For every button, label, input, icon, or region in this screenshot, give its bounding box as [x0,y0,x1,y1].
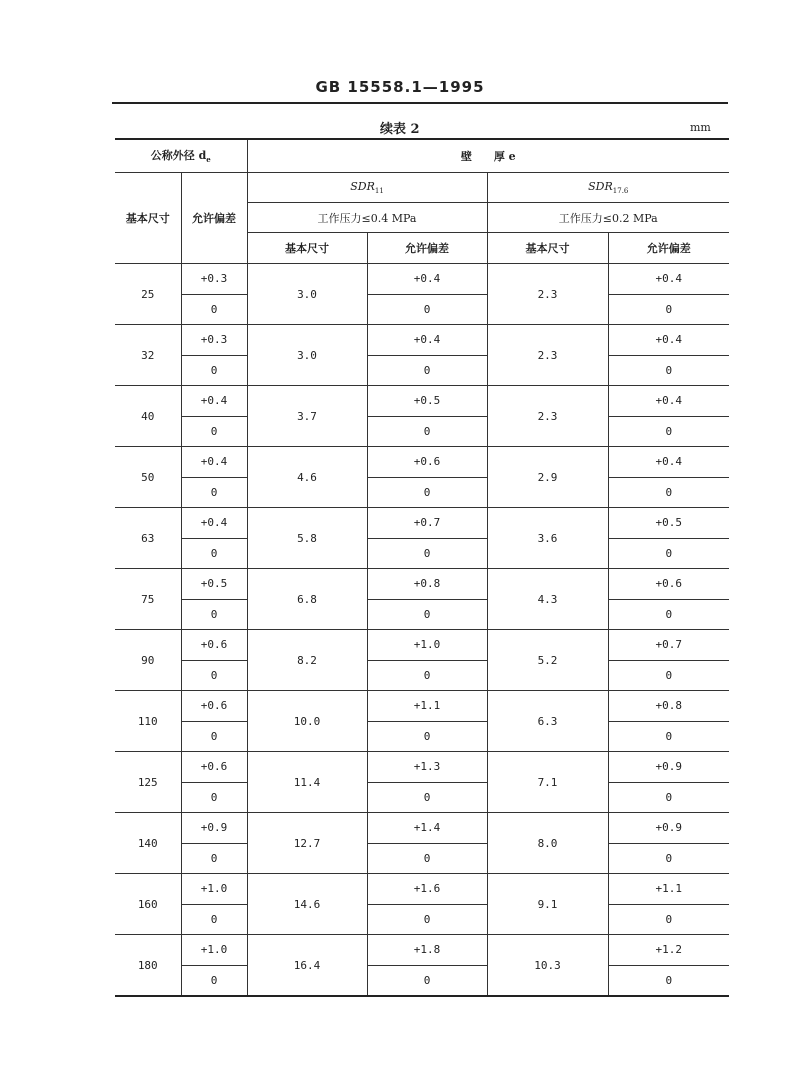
header-nominal-od-text: 公称外径 d [150,149,207,163]
header-sdr11 [247,173,487,203]
table-caption: 续表 2 [380,122,420,137]
cell-e1-tol-plus: +0.5 [367,386,487,417]
cell-od-tol-minus: 0 [181,843,247,874]
cell-e2-basic: 5.2 [487,630,608,691]
cell-od-tol-plus: +0.4 [181,386,247,417]
cell-e2-basic: 7.1 [487,752,608,813]
header-sdr11-sub: 11 [374,187,384,196]
header-row-1 [115,139,729,173]
dimension-table [115,138,729,997]
cell-nominal-od: 25 [115,264,181,325]
cell-e1-tol-plus: +0.8 [367,569,487,600]
cell-e2-basic: 6.3 [487,691,608,752]
table-row [115,508,729,539]
cell-e2-tol-plus: +0.8 [608,691,729,722]
table-row [115,569,729,600]
cell-e1-tol-minus: 0 [367,660,487,691]
cell-e1-tol-plus: +1.1 [367,691,487,722]
table-row [115,264,729,295]
cell-e2-tol-minus: 0 [608,599,729,630]
cell-e1-tol-minus: 0 [367,538,487,569]
cell-od-tol-minus: 0 [181,904,247,935]
cell-e2-tol-minus: 0 [608,294,729,325]
cell-e1-tol-plus: +0.4 [367,264,487,295]
cell-od-tol-minus: 0 [181,782,247,813]
header-tolerance-e2: 允许偏差 [608,233,729,264]
cell-e1-tol-minus: 0 [367,294,487,325]
table-row [115,325,729,356]
cell-e1-basic: 3.0 [247,325,367,386]
cell-nominal-od: 160 [115,874,181,935]
cell-od-tol-minus: 0 [181,599,247,630]
cell-e1-tol-plus: +0.6 [367,447,487,478]
header-wall-thickness: 壁 厚 e [247,139,729,173]
cell-e1-tol-minus: 0 [367,416,487,447]
cell-e2-tol-minus: 0 [608,660,729,691]
cell-od-tol-plus: +0.6 [181,691,247,722]
header-basic-size-e1: 基本尺寸 [247,233,367,264]
cell-od-tol-plus: +0.3 [181,264,247,295]
cell-od-tol-minus: 0 [181,965,247,996]
table-row [115,965,729,996]
table-row [115,386,729,417]
table-row [115,721,729,752]
cell-od-tol-plus: +0.4 [181,447,247,478]
cell-nominal-od: 110 [115,691,181,752]
header-row-2 [115,173,729,203]
cell-od-tol-minus: 0 [181,477,247,508]
table-row [115,752,729,783]
cell-e2-tol-minus: 0 [608,538,729,569]
cell-od-tol-minus: 0 [181,416,247,447]
cell-e2-tol-plus: +0.4 [608,386,729,417]
cell-e1-basic: 6.8 [247,569,367,630]
cell-e2-tol-minus: 0 [608,843,729,874]
cell-e2-tol-minus: 0 [608,965,729,996]
table-row [115,416,729,447]
cell-od-tol-plus: +0.4 [181,508,247,539]
cell-od-tol-minus: 0 [181,721,247,752]
cell-e2-basic: 8.0 [487,813,608,874]
cell-nominal-od: 50 [115,447,181,508]
table-row [115,782,729,813]
cell-e2-tol-minus: 0 [608,416,729,447]
table-row [115,630,729,661]
cell-e2-tol-plus: +0.9 [608,752,729,783]
header-sdr11-text: SDR [350,179,375,193]
cell-e1-basic: 3.7 [247,386,367,447]
cell-nominal-od: 90 [115,630,181,691]
table-row [115,355,729,386]
cell-e2-tol-plus: +1.2 [608,935,729,966]
cell-e2-tol-minus: 0 [608,782,729,813]
table-row [115,813,729,844]
cell-e2-basic: 9.1 [487,874,608,935]
cell-e1-basic: 11.4 [247,752,367,813]
table-row [115,874,729,905]
cell-e1-basic: 16.4 [247,935,367,997]
cell-e1-tol-plus: +1.0 [367,630,487,661]
cell-e2-basic: 2.3 [487,325,608,386]
cell-od-tol-plus: +0.6 [181,752,247,783]
cell-e1-tol-minus: 0 [367,599,487,630]
cell-od-tol-plus: +0.5 [181,569,247,600]
cell-e1-basic: 3.0 [247,264,367,325]
cell-e1-tol-minus: 0 [367,843,487,874]
cell-nominal-od: 140 [115,813,181,874]
header-tolerance-e1: 允许偏差 [367,233,487,264]
header-tolerance-od: 允许偏差 [181,173,247,264]
cell-e2-tol-plus: +0.7 [608,630,729,661]
cell-e1-basic: 4.6 [247,447,367,508]
cell-od-tol-plus: +1.0 [181,874,247,905]
cell-e2-basic: 3.6 [487,508,608,569]
cell-e2-tol-minus: 0 [608,721,729,752]
cell-e2-tol-plus: +0.5 [608,508,729,539]
table-row [115,599,729,630]
cell-e2-tol-plus: +0.4 [608,264,729,295]
cell-od-tol-plus: +1.0 [181,935,247,966]
header-pressure-2: 工作压力≤0.2 MPa [487,203,729,233]
cell-e2-tol-plus: +1.1 [608,874,729,905]
cell-e1-tol-minus: 0 [367,904,487,935]
cell-e1-basic: 5.8 [247,508,367,569]
cell-e1-tol-plus: +1.3 [367,752,487,783]
cell-od-tol-minus: 0 [181,355,247,386]
cell-od-tol-plus: +0.3 [181,325,247,356]
cell-e2-basic: 2.9 [487,447,608,508]
standard-number: GB 15558.1—1995 [315,78,485,96]
cell-e2-tol-plus: +0.4 [608,447,729,478]
header-sdr17-6 [487,173,729,203]
header-rule [112,102,728,104]
header-sdr17-6-sub: 17.6 [612,187,629,196]
cell-e2-tol-plus: +0.9 [608,813,729,844]
cell-e1-tol-minus: 0 [367,721,487,752]
header-pressure-1: 工作压力≤0.4 MPa [247,203,487,233]
cell-e1-tol-plus: +0.7 [367,508,487,539]
cell-e1-basic: 12.7 [247,813,367,874]
header-sdr17-6-text: SDR [588,179,613,193]
table-row [115,294,729,325]
cell-e1-tol-plus: +1.8 [367,935,487,966]
cell-od-tol-plus: +0.6 [181,630,247,661]
cell-e1-tol-minus: 0 [367,477,487,508]
cell-e1-tol-minus: 0 [367,965,487,996]
table-row [115,538,729,569]
cell-e2-tol-plus: +0.4 [608,325,729,356]
cell-nominal-od: 125 [115,752,181,813]
cell-e2-tol-minus: 0 [608,477,729,508]
cell-e1-tol-plus: +1.4 [367,813,487,844]
table-row [115,935,729,966]
table-unit: mm [690,121,711,134]
cell-od-tol-minus: 0 [181,538,247,569]
cell-e2-tol-plus: +0.6 [608,569,729,600]
cell-e2-tol-minus: 0 [608,904,729,935]
cell-e1-tol-plus: +1.6 [367,874,487,905]
header-nominal-od-sub: e [206,155,211,165]
header-nominal-od [115,139,247,173]
cell-nominal-od: 75 [115,569,181,630]
cell-e1-basic: 10.0 [247,691,367,752]
cell-od-tol-minus: 0 [181,660,247,691]
table-row [115,904,729,935]
table-row [115,447,729,478]
cell-e1-basic: 14.6 [247,874,367,935]
cell-nominal-od: 63 [115,508,181,569]
header-basic-size-od: 基本尺寸 [115,173,181,264]
table-row [115,477,729,508]
cell-e2-basic: 2.3 [487,264,608,325]
cell-e2-basic: 2.3 [487,386,608,447]
table-row [115,660,729,691]
cell-e2-tol-minus: 0 [608,355,729,386]
cell-nominal-od: 32 [115,325,181,386]
cell-nominal-od: 180 [115,935,181,997]
table-row [115,843,729,874]
cell-e1-tol-plus: +0.4 [367,325,487,356]
cell-od-tol-minus: 0 [181,294,247,325]
cell-nominal-od: 40 [115,386,181,447]
cell-od-tol-plus: +0.9 [181,813,247,844]
table-row [115,691,729,722]
cell-e2-basic: 10.3 [487,935,608,997]
cell-e1-tol-minus: 0 [367,782,487,813]
header-basic-size-e2: 基本尺寸 [487,233,608,264]
cell-e1-basic: 8.2 [247,630,367,691]
cell-e1-tol-minus: 0 [367,355,487,386]
cell-e2-basic: 4.3 [487,569,608,630]
